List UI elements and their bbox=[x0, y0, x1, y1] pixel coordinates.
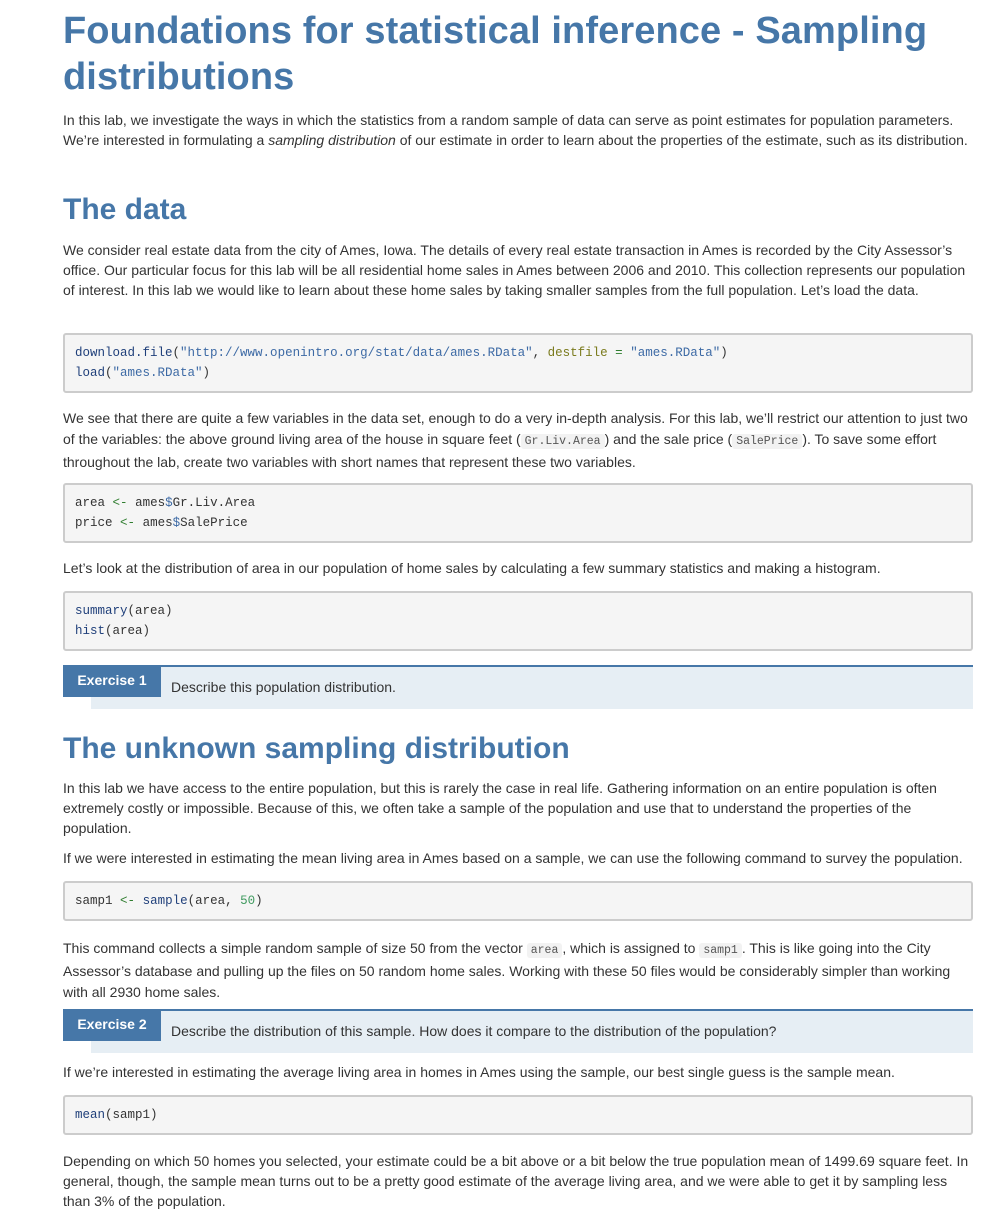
code-arg-destfile: destfile bbox=[547, 346, 608, 360]
code-arg-area-2: (area) bbox=[105, 624, 151, 638]
page-title: Foundations for statistical inference - Sampling distributions bbox=[63, 10, 928, 98]
code-arg-close: ) bbox=[255, 894, 263, 908]
code-dollar-2: $ bbox=[172, 516, 181, 530]
exercise-1-label: Exercise 1 bbox=[63, 665, 161, 697]
data-paragraph-2 bbox=[63, 408, 973, 473]
exercise-1 bbox=[63, 665, 973, 707]
inline-code-samp1: samp1 bbox=[699, 943, 742, 958]
code-block-load-data[interactable]: download.file("http://www.openintro.org/stat/data/ames.RData", destfile = "ames.RData") load("ames.RData") bbox=[63, 333, 973, 393]
code-col-gr-liv-area: Gr.Liv.Area bbox=[172, 496, 256, 510]
code-url-string: "http://www.openintro.org/stat/data/ames.RData" bbox=[180, 346, 533, 360]
code-arg-open: (area, bbox=[187, 894, 241, 908]
intro-text-a: In this lab, we investigate the ways in which the statistics from a random sample of data can serve as point estimates for population parameters. We’re interested in formulating a bbox=[63, 112, 954, 148]
data-paragraph-1: We consider real estate data from the city of Ames, Iowa. The details of every real estate transaction in Ames is recorded by the City Assessor’s office. Our particular focus for this lab will be all residential home sales in Ames between 2006 and 2010. This collection represents our population of interest. In this lab we would like to learn about these home sales by taking smaller samples from the full population. Let’s load the data. bbox=[63, 242, 966, 298]
unknown-paragraph-4: If we’re interested in estimating the average living area in homes in Ames using the sample, our best single guess is the sample mean. bbox=[63, 1064, 895, 1080]
data-p2-text-a: We see that there are quite a few variables in the data set, enough to do a very in-depth analysis. For this lab, we’ll restrict our attention to just two of the variables: the above ground living area of the house in square feet ( bbox=[63, 410, 968, 447]
exercise-1-text: Describe this population distribution. bbox=[171, 679, 396, 695]
exercise-2-label: Exercise 2 bbox=[63, 1009, 161, 1041]
inline-code-area: area bbox=[527, 943, 563, 958]
data-paragraph-3: Let’s look at the distribution of area in our population of home sales by calculating a few summary statistics and making a histogram. bbox=[63, 560, 881, 576]
unknown-paragraph-5: Depending on which 50 homes you selected, your estimate could be a bit above or a bit below the true population mean of 1499.69 square feet. In general, though, the sample mean turns out to be a pretty good estimate of the average living area, and we were able to get it by sampling less than 3% of the population. bbox=[63, 1153, 969, 1209]
inline-code-gr-liv-area: Gr.Liv.Area bbox=[521, 434, 605, 449]
code-block-sample[interactable] bbox=[63, 881, 973, 921]
unknown-p3-text-b: , which is assigned to bbox=[562, 940, 700, 956]
intro-text-b: of our estimate in order to learn about the properties of the estimate, such as its distribution. bbox=[395, 132, 968, 148]
code-col-saleprice: SalePrice bbox=[180, 516, 248, 530]
code-obj-ames-2: ames bbox=[142, 516, 173, 530]
data-p2-text-b: ) and the sale price ( bbox=[604, 431, 733, 447]
code-file-string: "ames.RData" bbox=[112, 366, 203, 380]
code-dollar-1: $ bbox=[165, 496, 173, 510]
section-heading-data: The data bbox=[63, 193, 187, 226]
code-fn-load: load bbox=[75, 366, 106, 380]
unknown-p3-text-c: . This is like going into the City Assessor’s database and pulling up the files on 50 random home sales. Working with these 50 files would be considerably simpler than working with all 2930 home sales. bbox=[63, 940, 951, 1000]
unknown-p3-text-a: This command collects a simple random sample of size 50 from the vector bbox=[63, 940, 527, 956]
exercise-2-text: Describe the distribution of this sample. How does it compare to the distribution of the population? bbox=[171, 1023, 777, 1039]
code-assign-op-1: <- bbox=[112, 496, 128, 510]
intro-paragraph bbox=[63, 110, 973, 150]
code-fn-download: download.file bbox=[75, 346, 173, 360]
section-heading-unknown: The unknown sampling distribution bbox=[63, 732, 570, 765]
code-arg-area-1: (area) bbox=[127, 604, 173, 618]
code-block-mean[interactable] bbox=[63, 1095, 973, 1135]
code-num-50: 50 bbox=[240, 894, 256, 908]
code-fn-hist: hist bbox=[75, 624, 106, 638]
code-dest-string: "ames.RData" bbox=[630, 346, 721, 360]
code-var-samp1: samp1 bbox=[75, 894, 113, 908]
inline-code-saleprice: SalePrice bbox=[732, 434, 802, 449]
code-equals: = bbox=[615, 346, 623, 360]
unknown-paragraph-1: In this lab we have access to the entire population, but this is rarely the case in real life. Gathering information on an entire population is often extremely costly or impossible. Because of this, we often take a sample of the population and use that to understand the properties of the population. bbox=[63, 780, 937, 836]
code-block-summary-hist[interactable] bbox=[63, 591, 973, 651]
code-fn-summary: summary bbox=[75, 604, 128, 618]
unknown-paragraph-3 bbox=[63, 938, 973, 1003]
exercise-2 bbox=[63, 1009, 973, 1051]
code-obj-ames-1: ames bbox=[135, 496, 166, 510]
data-p2-text-c: ). To save some effort throughout the lab, create two variables with short names that represent these two variables. bbox=[63, 431, 937, 470]
unknown-paragraph-2: If we were interested in estimating the mean living area in Ames based on a sample, we can use the following command to survey the population. bbox=[63, 850, 963, 866]
code-assign-op-2: <- bbox=[120, 516, 136, 530]
code-fn-mean: mean bbox=[75, 1108, 106, 1122]
code-var-area: area bbox=[75, 496, 106, 510]
code-var-price: price bbox=[75, 516, 113, 530]
intro-emphasis: sampling distribution bbox=[268, 132, 396, 148]
code-assign-op-3: <- bbox=[120, 894, 136, 908]
code-block-create-vars[interactable] bbox=[63, 483, 973, 543]
code-fn-sample: sample bbox=[142, 894, 188, 908]
code-arg-samp1: (samp1) bbox=[105, 1108, 158, 1122]
